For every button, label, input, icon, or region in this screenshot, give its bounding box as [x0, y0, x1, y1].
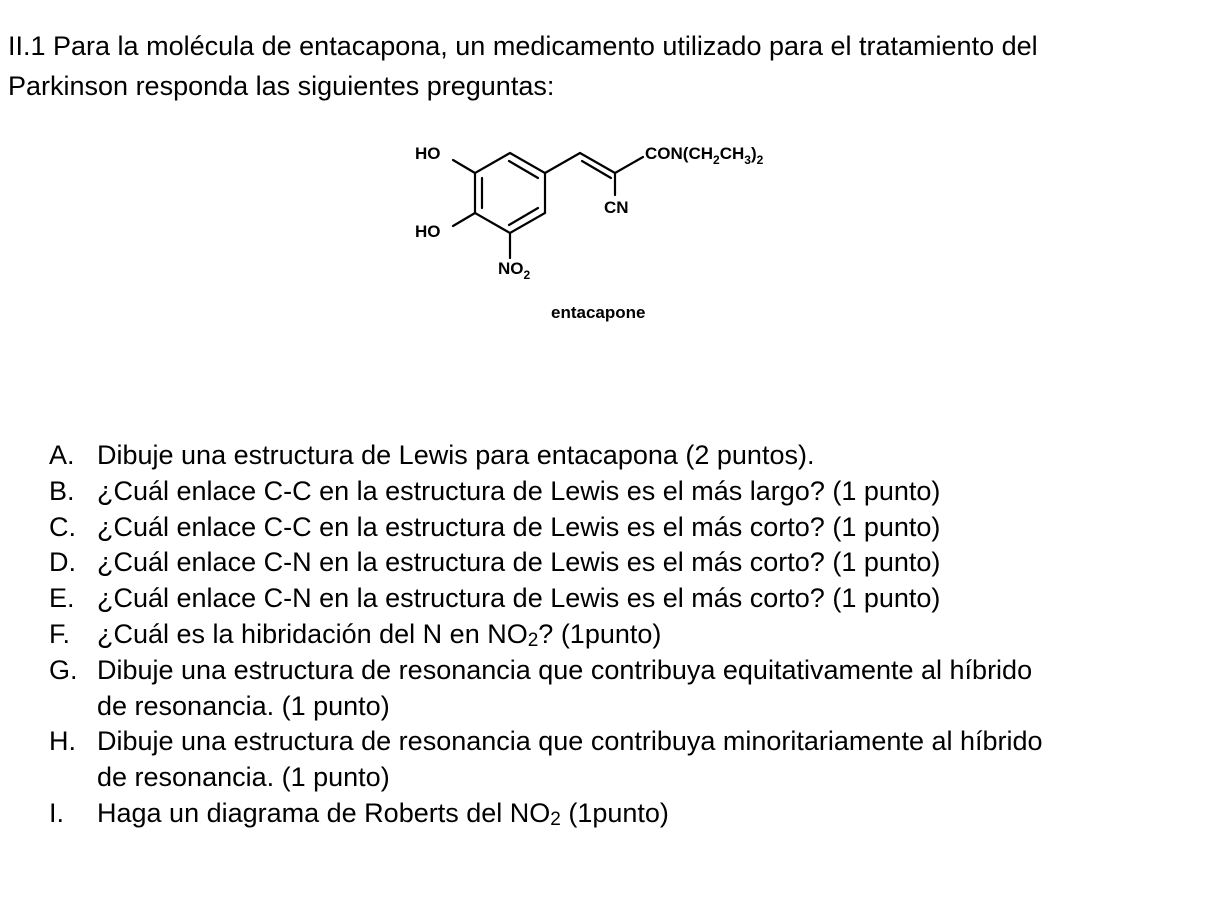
- ring-double-bond-top: [509, 161, 538, 178]
- cn-label: CN: [604, 198, 629, 217]
- question-item-d: [0, 545, 1224, 581]
- question-marker: B.: [49, 475, 75, 506]
- ring-double-bond-bottom: [509, 208, 538, 225]
- figure-caption: entacapone: [551, 303, 646, 322]
- question-marker: G.: [49, 654, 78, 685]
- ho-top-label: HO: [415, 144, 441, 163]
- question-text: ¿Cuál enlace C-C en la estructura de Lewis es el más corto? (1 punto): [97, 511, 941, 542]
- question-marker: D.: [49, 547, 76, 578]
- question-item-e: [0, 581, 1224, 617]
- question-marker: F.: [49, 618, 71, 649]
- bond-ho-top: [453, 160, 475, 173]
- bond-ring-vinyl: [545, 153, 580, 173]
- question-text: Dibuje una estructura de resonancia que contribuya equitativamente al híbrido de resonancia. (1 punto): [97, 654, 1033, 721]
- question-item-f: [0, 617, 1224, 653]
- question-text: Dibuje una estructura de Lewis para entacapona (2 puntos).: [97, 440, 815, 470]
- question-marker: I.: [49, 797, 65, 828]
- question-item-g: [0, 653, 1224, 725]
- question-marker: H.: [49, 726, 76, 757]
- benzene-ring: [475, 153, 545, 233]
- intro-line-2: Parkinson responda las siguientes preguntas:: [8, 71, 555, 101]
- bond-ho-bottom: [453, 213, 475, 226]
- question-text: Dibuje una estructura de resonancia que contribuya minoritariamente al híbrido de resonancia. (1 punto): [97, 726, 1043, 793]
- question-marker: C.: [49, 511, 76, 542]
- entacapone-structure-drawing: [405, 128, 825, 328]
- no2-label: $NO_2$: [498, 259, 531, 282]
- intro-line-1: II.1 Para la molécula de entacapona, un medicamento utilizado para el tratamiento del: [8, 31, 1038, 61]
- problem-intro: [8, 26, 1218, 106]
- question-text: ¿Cuál enlace C-N en la estructura de Lewis es el más corto? (1 punto): [97, 583, 941, 614]
- question-marker: E.: [49, 583, 75, 614]
- question-item-h: [0, 724, 1224, 796]
- amide-label: $CON(CH_2CH_3)_2$: [645, 144, 764, 167]
- question-text: ¿Cuál es la hibridación del N en $NO_2$? (1punto): [97, 618, 662, 651]
- bond-amide: [615, 157, 643, 173]
- question-text: ¿Cuál enlace C-C en la estructura de Lewis es el más largo? (1 punto): [97, 475, 941, 506]
- ho-bottom-label: HO: [415, 222, 441, 241]
- entacapone-structure-figure: [405, 128, 825, 328]
- question-text: ¿Cuál enlace C-N en la estructura de Lewis es el más corto? (1 punto): [97, 547, 941, 578]
- question-marker: A.: [49, 440, 75, 470]
- question-list: [0, 438, 1224, 832]
- question-item-i: [0, 796, 1224, 832]
- question-item-a: [0, 438, 1224, 474]
- question-text: Haga un diagrama de Roberts del $NO_2$ (1punto): [97, 797, 669, 830]
- question-item-b: [0, 474, 1224, 510]
- question-item-c: [0, 510, 1224, 546]
